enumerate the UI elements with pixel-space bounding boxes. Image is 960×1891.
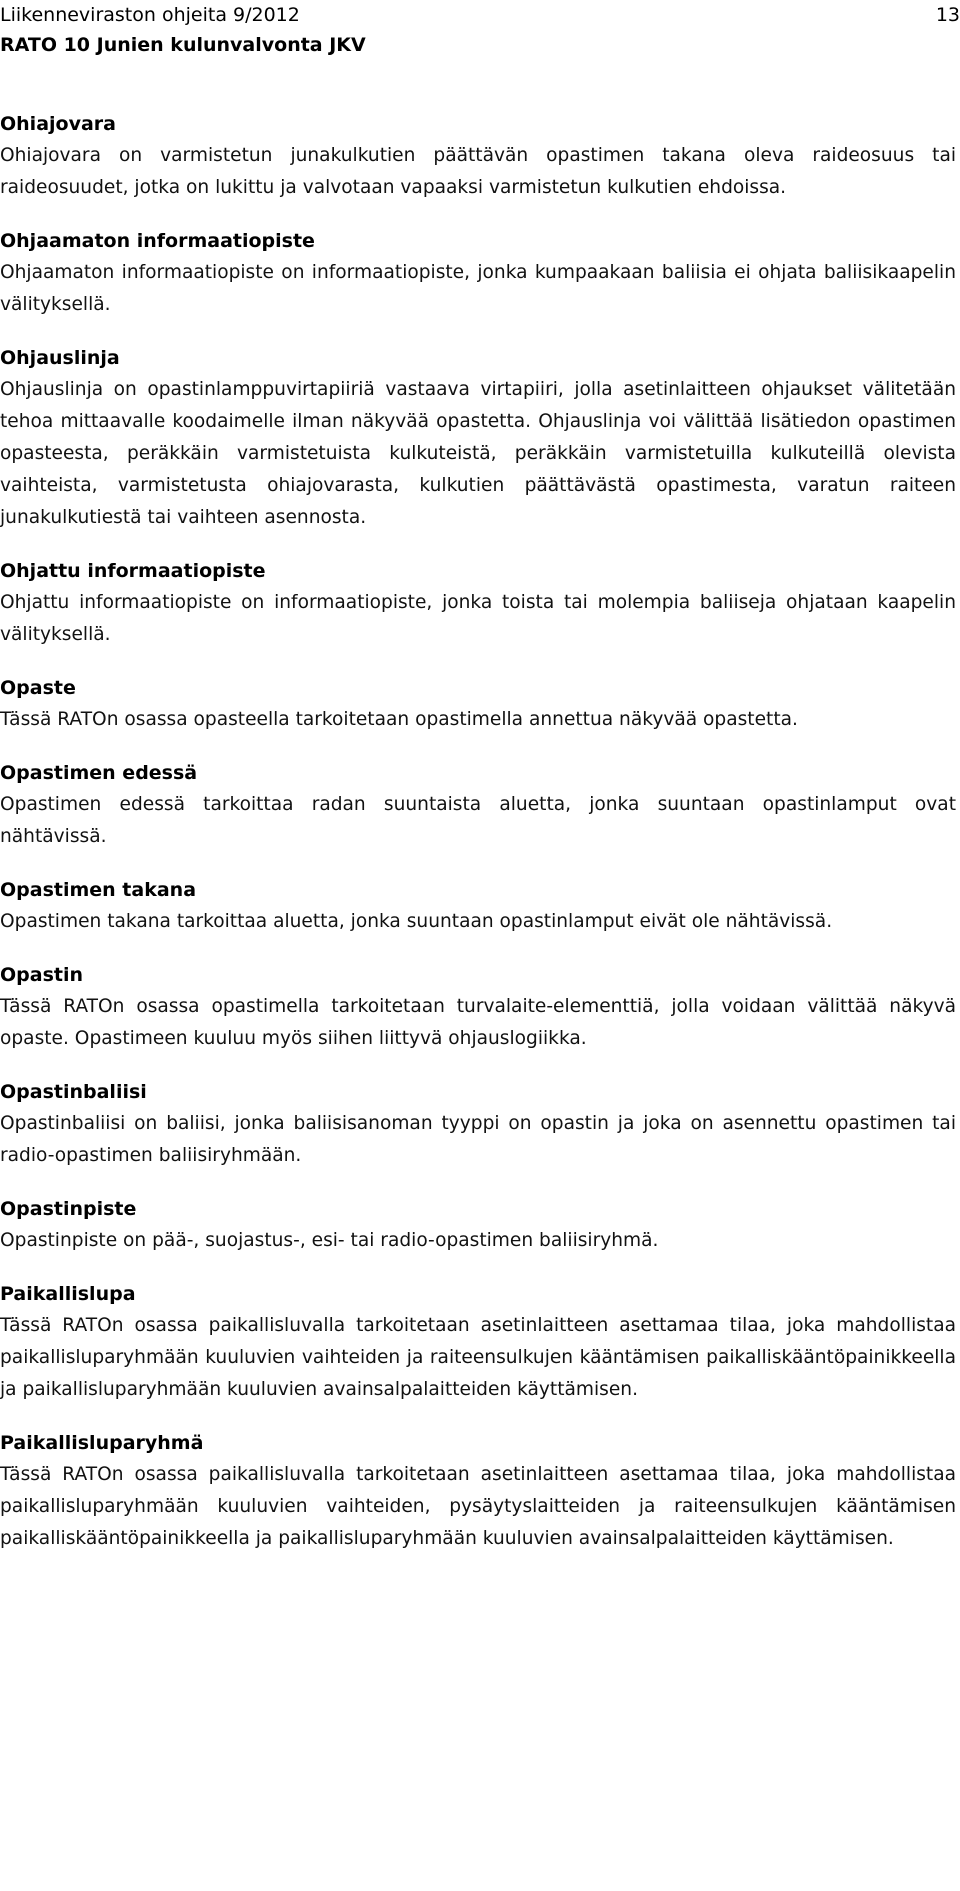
glossary-term: Ohjattu informaatiopiste [0, 560, 266, 582]
publication-title: Liikenneviraston ohjeita 9/2012 [0, 4, 300, 26]
glossary-term: Ohiajovara [0, 113, 116, 135]
glossary-entry-ohiajovara [0, 108, 956, 204]
glossary-term: Paikallislupa [0, 1283, 136, 1305]
page-header [0, 0, 960, 70]
glossary-term: Paikallisluparyhmä [0, 1432, 204, 1454]
document-title: RATO 10 Junien kulunvalvonta JKV [0, 34, 366, 56]
glossary-definition: Tässä RATOn osassa paikallisluvalla tarkoitetaan asetinlaitteen asettamaa tilaa, joka mahdollistaa paikallisluparyhmään kuuluvien vaihteiden, pysäytyslaitteiden ja raiteensulkujen kääntämisen paikalliskääntöpainikkeella ja paikallisluparyhmään kuuluvien avainsalpalaitteiden käyttämisen. [0, 1464, 956, 1549]
glossary-definition: Opastimen takana tarkoittaa aluetta, jonka suuntaan opastinlamput eivät ole nähtävissä. [0, 911, 833, 932]
glossary-term: Opastinbaliisi [0, 1081, 147, 1103]
page-number: 13 [935, 4, 960, 26]
glossary-term: Ohjaamaton informaatiopiste [0, 230, 315, 252]
glossary-definition: Opastinpiste on pää-, suojastus-, esi- tai radio-opastimen baliisiryhmä. [0, 1230, 659, 1251]
glossary-content [0, 108, 956, 1576]
glossary-definition: Ohjaamaton informaatiopiste on informaatiopiste, jonka kumpaakaan baliisia ei ohjata baliisikaapelin välityksellä. [0, 262, 956, 315]
glossary-definition: Tässä RATOn osassa paikallisluvalla tarkoitetaan asetinlaitteen asettamaa tilaa, joka mahdollistaa paikallisluparyhmään kuuluvien vaihteiden ja raiteensulkujen kääntämisen paikalliskääntöpainikkeella ja paikallisluparyhmään kuuluvien avainsalpalaitteiden käyttämisen. [0, 1315, 956, 1400]
glossary-term: Opaste [0, 677, 76, 699]
glossary-definition: Tässä RATOn osassa opasteella tarkoitetaan opastimella annettua näkyvää opastetta. [0, 709, 798, 730]
glossary-entry-opastinpiste [0, 1193, 956, 1257]
glossary-term: Opastin [0, 964, 84, 986]
glossary-entry-paikallislupa [0, 1278, 956, 1406]
glossary-definition: Opastimen edessä tarkoittaa radan suuntaista aluetta, jonka suuntaan opastinlamput ovat nähtävissä. [0, 794, 956, 847]
glossary-entry-opastin [0, 959, 956, 1055]
glossary-definition: Ohiajovara on varmistetun junakulkutien päättävän opastimen takana oleva raideosuus tai raideosuudet, jotka on lukittu ja valvotaan vapaaksi varmistetun kulkutien ehdoissa. [0, 145, 956, 198]
glossary-term: Opastimen takana [0, 879, 197, 901]
glossary-term: Opastinpiste [0, 1198, 137, 1220]
glossary-definition: Tässä RATOn osassa opastimella tarkoitetaan turvalaite-elementtiä, jolla voidaan välittää näkyvä opaste. Opastimeen kuuluu myös siihen liittyvä ohjauslogiikka. [0, 996, 956, 1049]
glossary-entry-ohjauslinja [0, 342, 956, 534]
glossary-entry-opastinbaliisi [0, 1076, 956, 1172]
glossary-entry-ohjaamaton-informaatiopiste [0, 225, 956, 321]
glossary-definition: Opastinbaliisi on baliisi, jonka baliisisanoman tyyppi on opastin ja joka on asennettu opastimen tai radio-opastimen baliisiryhmään. [0, 1113, 956, 1166]
glossary-entry-opastimen-takana [0, 874, 956, 938]
glossary-entry-opaste [0, 672, 956, 736]
glossary-entry-opastimen-edessa [0, 757, 956, 853]
glossary-entry-paikallisluparyhma [0, 1427, 956, 1555]
glossary-entry-ohjattu-informaatiopiste [0, 555, 956, 651]
glossary-term: Opastimen edessä [0, 762, 198, 784]
glossary-definition: Ohjauslinja on opastinlamppuvirtapiiriä vastaava virtapiiri, jolla asetinlaitteen ohjaukset välitetään tehoa mittaavalle koodaimelle ilman näkyvää opastetta. Ohjauslinja voi välittää lisätiedon opastimen opasteesta, peräkkäin varmistetuista kulkuteistä, peräkkäin varmistetuilla kulkuteillä olevista vaihteista, varmistetusta ohiajovarasta, kulkutien päättävästä opastimesta, varatun raiteen junakulkutiestä tai vaihteen asennosta. [0, 379, 956, 528]
glossary-term: Ohjauslinja [0, 347, 120, 369]
glossary-definition: Ohjattu informaatiopiste on informaatiopiste, jonka toista tai molempia baliiseja ohjataan kaapelin välityksellä. [0, 592, 956, 645]
